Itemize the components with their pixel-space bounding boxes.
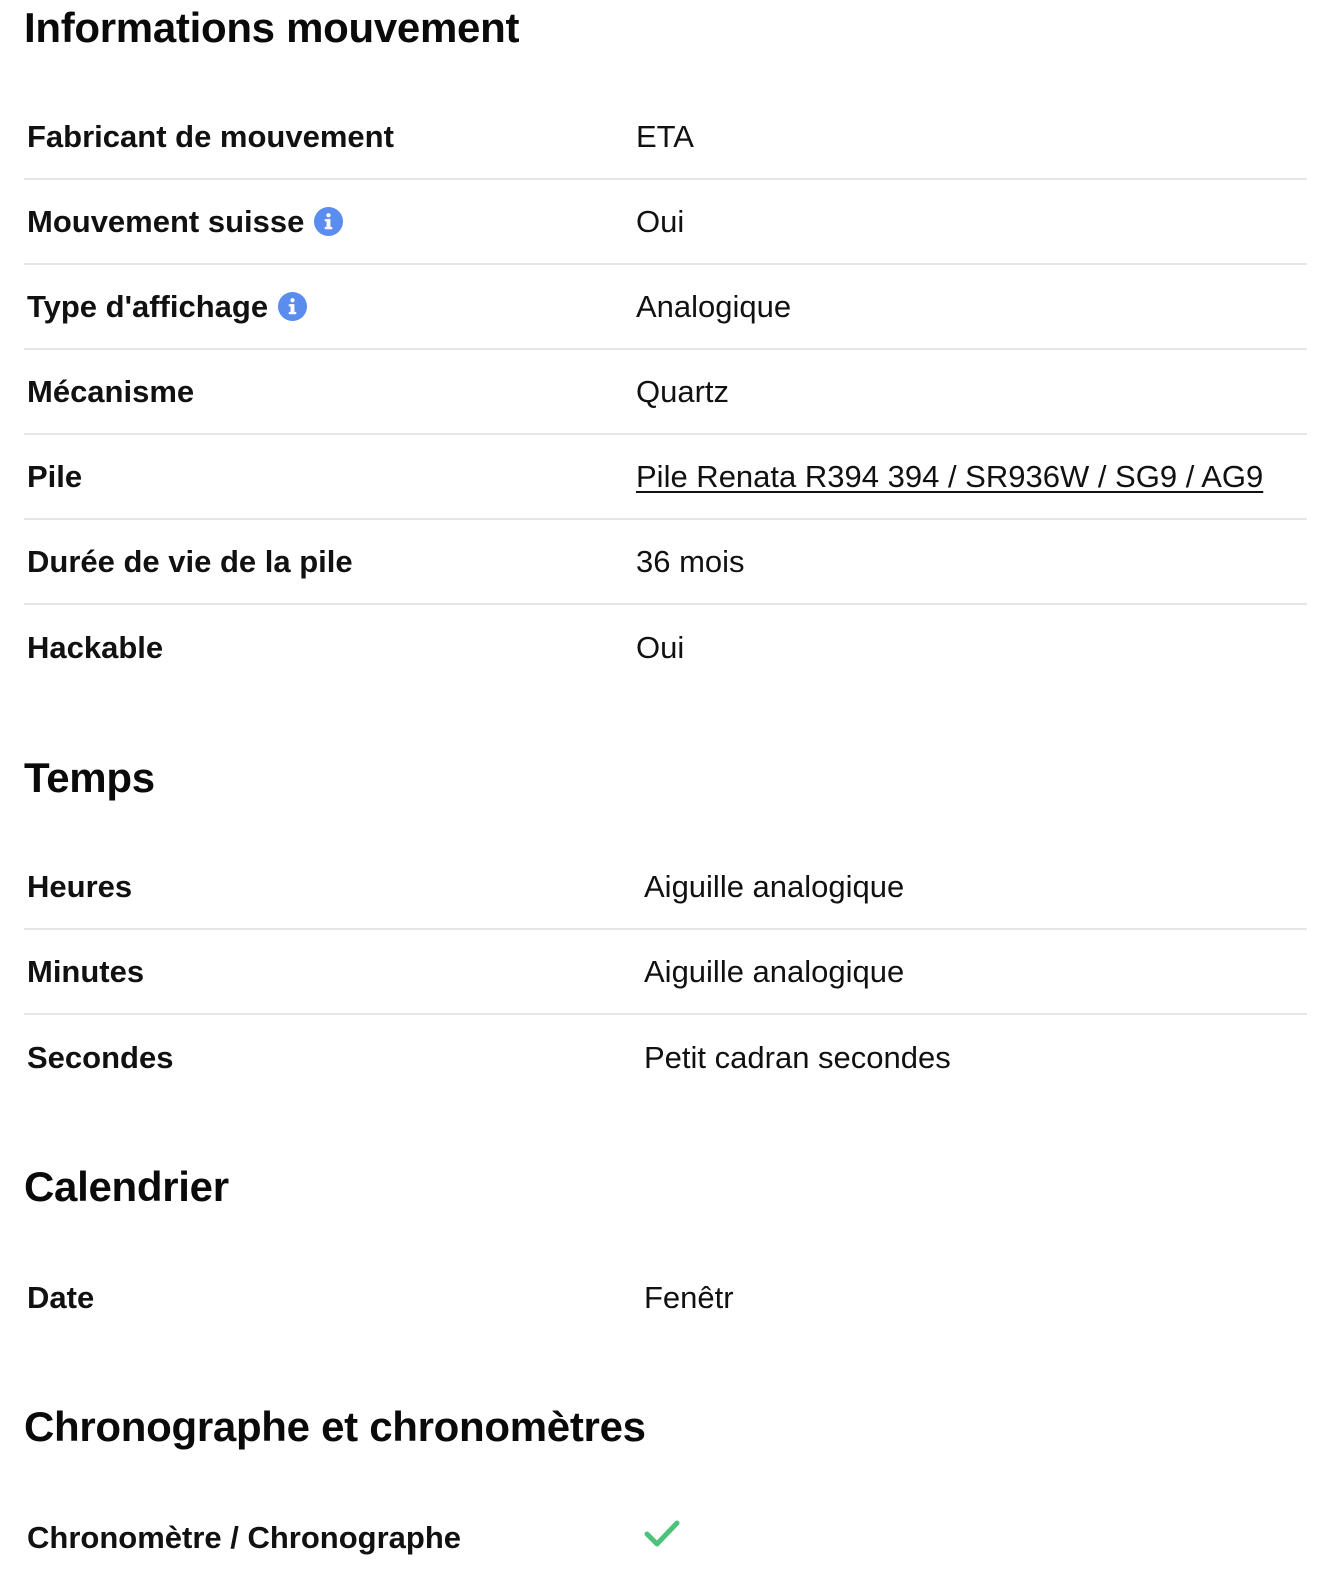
spec-value: Oui xyxy=(636,203,685,239)
section-title-calendar: Calendrier xyxy=(24,1163,229,1210)
spec-label: Chronomètre / Chronographe xyxy=(27,1519,462,1555)
spec-row-minutes xyxy=(24,930,1307,1015)
spec-value: Oui xyxy=(636,629,685,665)
spec-row-movement-manufacturer xyxy=(24,95,1307,180)
spec-value: Aiguille analogique xyxy=(644,868,905,904)
spec-label-wrapper xyxy=(27,289,308,325)
checkmark-icon xyxy=(644,1519,680,1549)
spec-row-battery xyxy=(24,435,1307,520)
spec-row-mechanism xyxy=(24,350,1307,435)
spec-value: Aiguille analogique xyxy=(644,953,905,989)
info-icon[interactable] xyxy=(277,291,308,322)
section-title-time: Temps xyxy=(24,754,155,801)
spec-row-swiss-movement xyxy=(24,180,1307,265)
spec-label: Heures xyxy=(27,868,133,904)
spec-value xyxy=(636,459,1263,495)
spec-value: Petit cadran secondes xyxy=(644,1039,951,1075)
info-icon[interactable] xyxy=(313,206,344,237)
spec-label: Secondes xyxy=(27,1039,174,1075)
spec-label: Date xyxy=(27,1279,95,1315)
spec-value: Fenêtr xyxy=(644,1279,734,1315)
spec-label: Minutes xyxy=(27,953,145,989)
spec-row-date xyxy=(24,1255,1307,1340)
spec-label: Fabricant de mouvement xyxy=(27,118,394,154)
spec-row-hackable xyxy=(24,605,1307,690)
spec-label: Durée de vie de la pile xyxy=(27,543,353,579)
spec-value: Quartz xyxy=(636,373,730,409)
spec-label: Pile xyxy=(27,458,83,494)
spec-label: Mouvement suisse xyxy=(27,203,305,239)
battery-link[interactable]: Pile Renata R394 394 / SR936W / SG9 / AG9 xyxy=(636,458,1264,494)
spec-label: Hackable xyxy=(27,629,164,665)
spec-label-wrapper xyxy=(27,204,344,240)
spec-value: 36 mois xyxy=(636,543,745,579)
spec-row-hours xyxy=(24,845,1307,930)
spec-row-display-type xyxy=(24,265,1307,350)
spec-row-seconds xyxy=(24,1015,1307,1100)
spec-value: Analogique xyxy=(636,288,792,324)
spec-value xyxy=(644,1519,680,1557)
spec-value: ETA xyxy=(636,118,694,154)
spec-label: Type d'affichage xyxy=(27,288,269,324)
spec-row-chronograph xyxy=(24,1495,1307,1580)
section-title-chronograph: Chronographe et chronomètres xyxy=(24,1403,646,1450)
spec-row-battery-life xyxy=(24,520,1307,605)
spec-label: Mécanisme xyxy=(27,373,195,409)
section-title-movement-info: Informations mouvement xyxy=(24,4,520,51)
